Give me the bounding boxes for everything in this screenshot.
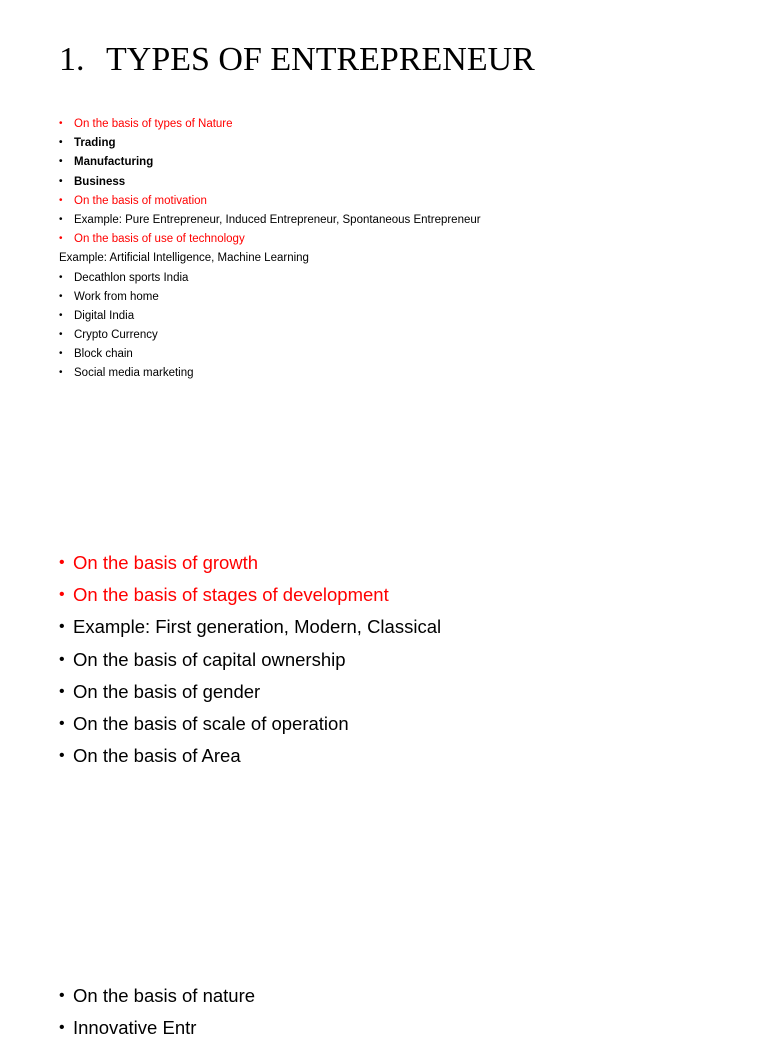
bullet-icon: • (59, 348, 63, 360)
title-number: 1. (59, 41, 85, 78)
list-item (59, 135, 481, 154)
bullet-icon: • (59, 271, 63, 283)
list-item (59, 308, 481, 327)
bullet-icon: • (59, 747, 65, 765)
list-item (59, 346, 481, 365)
list-item (59, 289, 481, 308)
list-item-text: Business (74, 175, 126, 188)
list-item-text: On the basis of scale of operation (73, 712, 349, 734)
list-item-text: Example: Artificial Intelligence, Machine Learning (59, 252, 309, 265)
list-item-text: Work from home (74, 290, 159, 303)
list-item-text: Digital India (74, 309, 135, 322)
list-item (59, 212, 481, 231)
list-item (59, 549, 441, 581)
list-item-text: On the basis of growth (73, 552, 259, 573)
list-item (59, 193, 481, 212)
bullet-icon: • (59, 290, 63, 302)
list-item (59, 982, 255, 1014)
list-item-text: On the basis of motivation (74, 194, 207, 207)
bullet-icon: • (59, 213, 63, 225)
list-item-text: On the basis of stages of development (73, 584, 389, 606)
types-list-summary (59, 549, 441, 774)
list-item-text: On the basis of gender (73, 680, 261, 702)
list-item (59, 581, 441, 613)
bullet-icon: • (59, 367, 63, 379)
list-item (59, 613, 441, 645)
list-item-text: Example: First generation, Modern, Classical (73, 616, 442, 638)
bullet-icon: • (59, 156, 63, 168)
list-item-text: Innovative Entr (73, 1017, 197, 1039)
list-item (59, 678, 441, 710)
bullet-icon: • (59, 618, 65, 636)
list-item-text: Decathlon sports India (74, 271, 189, 284)
list-item (59, 710, 441, 742)
bullet-icon: • (59, 650, 65, 668)
list-item-text: On the basis of nature (73, 985, 256, 1006)
list-item-text: Manufacturing (74, 156, 154, 169)
bullet-icon: • (59, 554, 65, 571)
types-list-continued (59, 982, 255, 1046)
types-list-detailed (59, 116, 481, 385)
list-item (59, 270, 481, 289)
title-text: TYPES OF ENTREPRENEUR (106, 41, 535, 78)
list-item (59, 231, 481, 250)
list-item (59, 365, 481, 384)
list-item-text: Block chain (74, 348, 133, 361)
list-item (59, 154, 481, 173)
list-item-text: On the basis of Area (73, 745, 241, 767)
bullet-icon: • (59, 329, 63, 341)
bullet-icon: • (59, 233, 63, 245)
bullet-icon: • (59, 194, 63, 206)
list-item-text: Example: Pure Entrepreneur, Induced Entrepreneur, Spontaneous Entrepreneur (74, 213, 481, 226)
bullet-icon: • (59, 118, 63, 129)
bullet-icon: • (59, 309, 63, 321)
list-item (59, 174, 481, 193)
list-item-text: On the basis of use of technology (74, 233, 245, 246)
list-item-text: On the basis of types of Nature (74, 118, 233, 130)
page-title (59, 43, 535, 77)
list-item (59, 327, 481, 346)
bullet-icon: • (59, 586, 65, 604)
bullet-icon: • (59, 714, 65, 732)
list-item-text: Social media marketing (74, 367, 194, 380)
bullet-icon: • (59, 987, 65, 1004)
list-item (59, 250, 481, 269)
list-item (59, 646, 441, 678)
bullet-icon: • (59, 175, 63, 187)
list-item-text: Trading (74, 137, 116, 150)
list-item (59, 1014, 255, 1046)
list-item (59, 742, 441, 774)
bullet-icon: • (59, 1019, 65, 1037)
bullet-icon: • (59, 137, 63, 149)
bullet-icon: • (59, 682, 65, 700)
list-item (59, 116, 481, 135)
list-item-text: Crypto Currency (74, 329, 158, 342)
list-item-text: On the basis of capital ownership (73, 648, 346, 670)
